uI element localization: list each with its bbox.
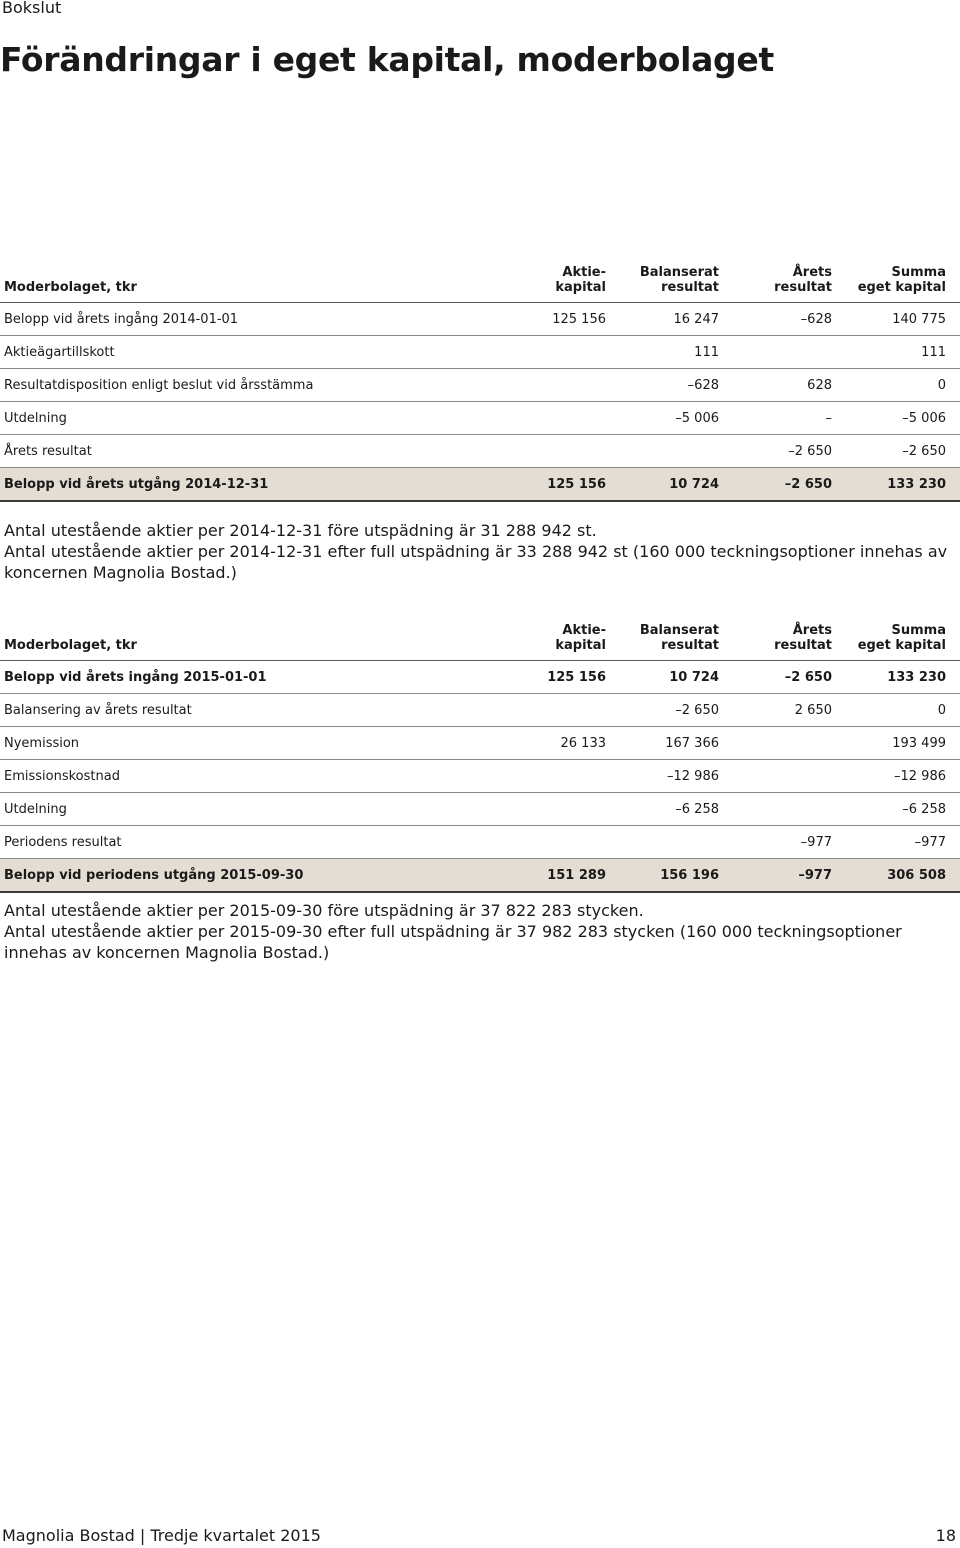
row-label: Utdelning [0, 793, 480, 826]
table-row [0, 336, 960, 369]
section-label: Bokslut [2, 0, 62, 17]
cell-total-equity: –2 650 [832, 435, 960, 468]
row-label: Nyemission [0, 727, 480, 760]
column-header-total-equity [832, 607, 960, 661]
cell-total-equity: 0 [832, 694, 960, 727]
cell-share-capital [480, 435, 606, 468]
cell-share-capital: 125 156 [480, 303, 606, 336]
table-header-row [0, 249, 960, 303]
row-label: Belopp vid periodens utgång 2015-09-30 [0, 859, 480, 893]
column-header-line: kapital [555, 638, 606, 653]
cell-share-capital [480, 760, 606, 793]
row-label: Aktieägartillskott [0, 336, 480, 369]
column-header-line: Summa [891, 265, 946, 280]
cell-net-result: 2 650 [719, 694, 832, 727]
shares-note-2014 [4, 520, 954, 583]
column-header-line: eget kapital [857, 638, 946, 653]
page-title: Förändringar i eget kapital, moderbolaget [0, 40, 774, 79]
cell-retained-earnings: 10 724 [606, 661, 719, 694]
cell-retained-earnings: 10 724 [606, 468, 719, 502]
column-header-line: Aktie- [562, 265, 606, 280]
column-header-line: Årets [792, 623, 832, 638]
cell-net-result: –628 [719, 303, 832, 336]
cell-net-result: –977 [719, 826, 832, 859]
cell-retained-earnings: 16 247 [606, 303, 719, 336]
cell-total-equity: –5 006 [832, 402, 960, 435]
cell-retained-earnings [606, 435, 719, 468]
cell-total-equity: 140 775 [832, 303, 960, 336]
row-label: Resultatdisposition enligt beslut vid årsstämma [0, 369, 480, 402]
cell-net-result [719, 727, 832, 760]
cell-net-result: –2 650 [719, 435, 832, 468]
cell-share-capital: 125 156 [480, 468, 606, 502]
cell-retained-earnings: –12 986 [606, 760, 719, 793]
cell-total-equity: 0 [832, 369, 960, 402]
table-row [0, 727, 960, 760]
cell-retained-earnings: –628 [606, 369, 719, 402]
cell-net-result: –977 [719, 859, 832, 893]
cell-share-capital: 151 289 [480, 859, 606, 893]
cell-retained-earnings: 156 196 [606, 859, 719, 893]
row-label: Belopp vid årets utgång 2014-12-31 [0, 468, 480, 502]
row-label: Utdelning [0, 402, 480, 435]
column-header-line: kapital [555, 280, 606, 295]
column-header-line: Årets [792, 265, 832, 280]
row-label: Balansering av årets resultat [0, 694, 480, 727]
footer-publication: Magnolia Bostad | Tredje kvartalet 2015 [2, 1526, 321, 1545]
row-label: Emissionskostnad [0, 760, 480, 793]
column-header-line: resultat [774, 280, 832, 295]
row-label: Belopp vid årets ingång 2015-01-01 [0, 661, 480, 694]
column-header-company: Moderbolaget, tkr [0, 249, 480, 303]
column-header-share-capital [480, 249, 606, 303]
cell-net-result: –2 650 [719, 661, 832, 694]
cell-net-result: – [719, 402, 832, 435]
cell-retained-earnings: 167 366 [606, 727, 719, 760]
row-label: Årets resultat [0, 435, 480, 468]
column-header-net-result [719, 249, 832, 303]
column-header-line: Balanserat [639, 265, 719, 280]
column-header-company: Moderbolaget, tkr [0, 607, 480, 661]
cell-share-capital [480, 369, 606, 402]
cell-total-equity: –12 986 [832, 760, 960, 793]
table-row [0, 793, 960, 826]
column-header-line: Summa [891, 623, 946, 638]
shares-note-line: Antal utestående aktier per 2015-09-30 före utspädning är 37 822 283 stycken. [4, 901, 644, 920]
shares-note-line: Antal utestående aktier per 2015-09-30 efter full utspädning är 37 982 283 stycken (160 000 teckningsoptioner innehas av koncernen Magnolia Bostad.) [4, 922, 902, 962]
page-number: 18 [935, 1526, 956, 1545]
shares-note-line: Antal utestående aktier per 2014-12-31 före utspädning är 31 288 942 st. [4, 521, 597, 540]
cell-retained-earnings: 111 [606, 336, 719, 369]
cell-share-capital: 26 133 [480, 727, 606, 760]
cell-share-capital [480, 826, 606, 859]
table-total-row [0, 468, 960, 502]
table-total-row [0, 859, 960, 893]
cell-retained-earnings: –2 650 [606, 694, 719, 727]
cell-share-capital [480, 402, 606, 435]
shares-note-2015 [4, 900, 954, 963]
column-header-line: resultat [661, 280, 719, 295]
column-header-line: eget kapital [857, 280, 946, 295]
cell-net-result [719, 336, 832, 369]
column-header-retained-earnings [606, 607, 719, 661]
cell-net-result: 628 [719, 369, 832, 402]
cell-share-capital: 125 156 [480, 661, 606, 694]
cell-total-equity: 306 508 [832, 859, 960, 893]
cell-retained-earnings [606, 826, 719, 859]
cell-net-result [719, 760, 832, 793]
table-row [0, 760, 960, 793]
cell-net-result [719, 793, 832, 826]
equity-table-2014 [0, 249, 960, 502]
cell-total-equity: 111 [832, 336, 960, 369]
column-header-retained-earnings [606, 249, 719, 303]
cell-total-equity: 133 230 [832, 468, 960, 502]
table-row [0, 435, 960, 468]
column-header-line: Balanserat [639, 623, 719, 638]
cell-share-capital [480, 694, 606, 727]
cell-total-equity: 193 499 [832, 727, 960, 760]
equity-table-2015 [0, 607, 960, 893]
table-row [0, 661, 960, 694]
cell-share-capital [480, 336, 606, 369]
column-header-line: resultat [774, 638, 832, 653]
column-header-line: resultat [661, 638, 719, 653]
cell-retained-earnings: –6 258 [606, 793, 719, 826]
column-header-net-result [719, 607, 832, 661]
cell-net-result: –2 650 [719, 468, 832, 502]
shares-note-line: Antal utestående aktier per 2014-12-31 efter full utspädning är 33 288 942 st (160 000 teckningsoptioner innehas av koncernen Magnolia Bostad.) [4, 542, 948, 582]
table-row [0, 826, 960, 859]
column-header-share-capital [480, 607, 606, 661]
table-row [0, 402, 960, 435]
table-header-row [0, 607, 960, 661]
cell-total-equity: –6 258 [832, 793, 960, 826]
table-row [0, 369, 960, 402]
row-label: Periodens resultat [0, 826, 480, 859]
column-header-total-equity [832, 249, 960, 303]
row-label: Belopp vid årets ingång 2014-01-01 [0, 303, 480, 336]
column-header-line: Aktie- [562, 623, 606, 638]
cell-total-equity: –977 [832, 826, 960, 859]
table-row [0, 694, 960, 727]
table-row [0, 303, 960, 336]
cell-total-equity: 133 230 [832, 661, 960, 694]
cell-share-capital [480, 793, 606, 826]
cell-retained-earnings: –5 006 [606, 402, 719, 435]
